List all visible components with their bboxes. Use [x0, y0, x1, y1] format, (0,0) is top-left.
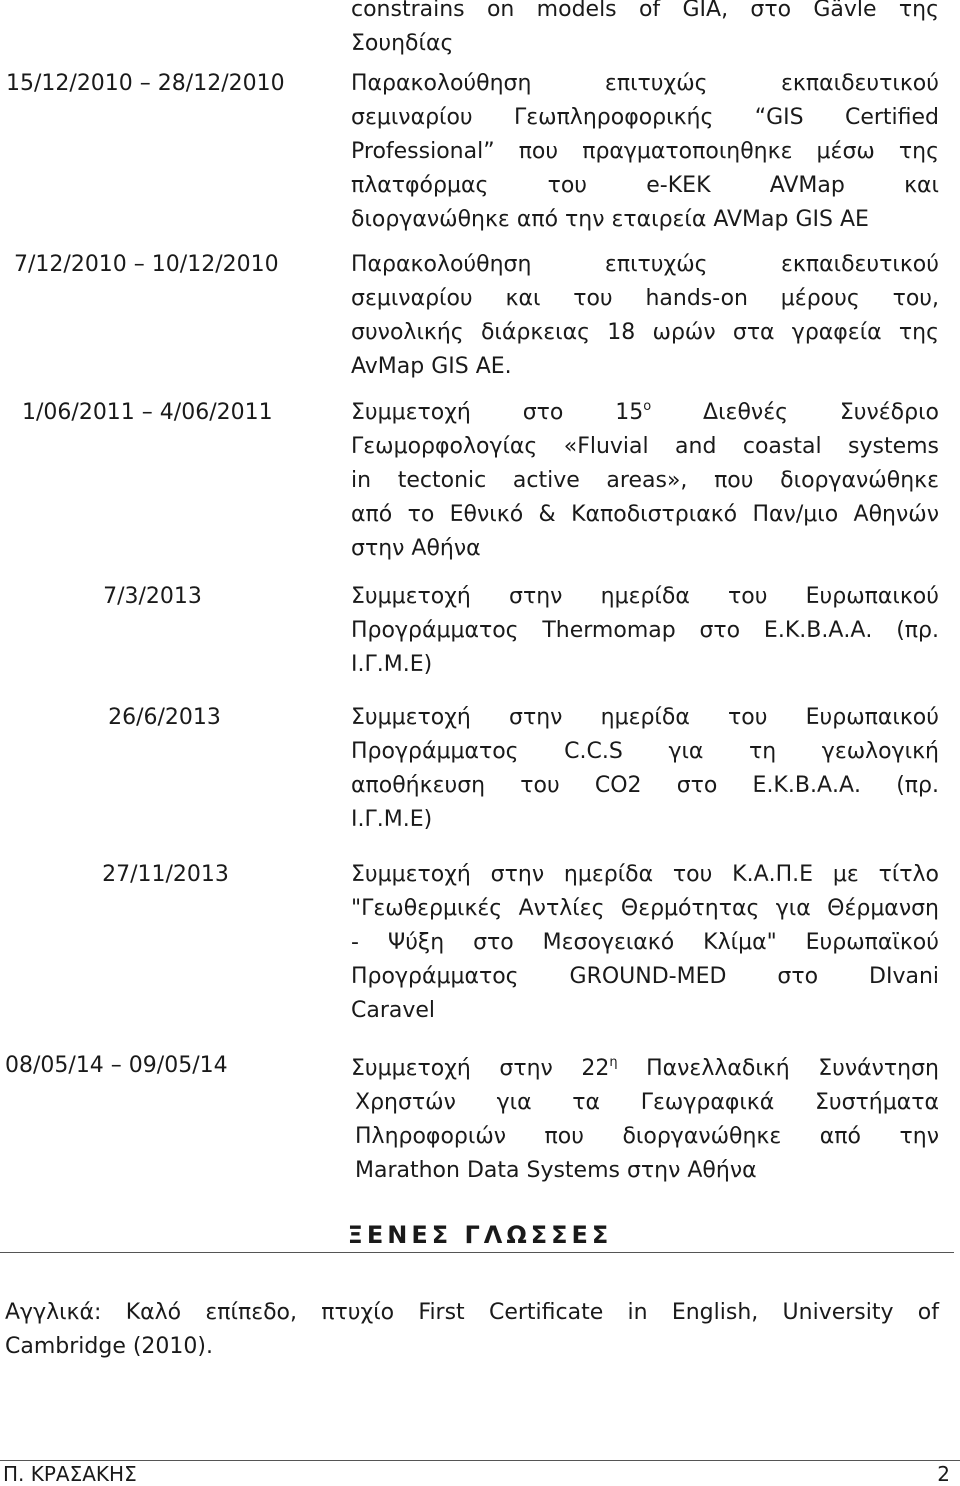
desc-line: από το Εθνικό & Καποδιστριακό Παν/μιο Αθηνών [351, 502, 939, 527]
entry-description [351, 0, 939, 61]
section-divider [0, 1252, 954, 1253]
section-title-foreign-languages: ΞΕΝΕΣ ΓΛΩΣΣΕΣ [347, 1221, 613, 1249]
desc-line: πλατφόρμας του e-KEK AVMap και [351, 173, 939, 198]
desc-line: Marathon Data Systems στην Αθήνα [355, 1158, 757, 1183]
entry-description [351, 858, 939, 1028]
desc-line: Παρακολούθηση επιτυχώς εκπαιδευτικού [351, 252, 939, 277]
desc-line: Πληροφοριών που διοργανώθηκε από την [355, 1124, 939, 1149]
desc-line: Σουηδίας [351, 31, 454, 56]
lang-line: Cambridge (2010). [5, 1334, 214, 1359]
desc-line: συνολικής διάρκειας 18 ωρών στα γραφεία της [351, 320, 939, 345]
entry-date: 26/6/2013 [108, 705, 221, 730]
entry-date: 27/11/2013 [102, 862, 229, 887]
desc-line: σεμιναρίου Γεωπληροφορικής “GIS Certified [351, 105, 939, 130]
desc-line: Professional” που πραγματοποιηθηκε μέσω της [351, 139, 939, 164]
desc-line: Caravel [351, 998, 436, 1023]
desc-line: Γεωμορφολογίας «Fluvial and coastal systems [351, 434, 939, 459]
desc-line: constrains on models of GIA, στο Gävle της [351, 0, 939, 22]
entry-description [351, 248, 939, 384]
footer-author: Π. ΚΡΑΣΑΚΗΣ [3, 1462, 137, 1486]
desc-line: διοργανώθηκε από την εταιρεία AVMap GIS AE [351, 207, 869, 232]
entry-description [351, 701, 939, 837]
entry-date: 08/05/14 – 09/05/14 [5, 1053, 228, 1078]
entry-date: 7/12/2010 – 10/12/2010 [14, 252, 279, 277]
desc-line: Χρηστών για τα Γεωγραφικά Συστήματα [355, 1090, 939, 1115]
footer-page-number: 2 [937, 1462, 950, 1486]
entry-date: 1/06/2011 – 4/06/2011 [22, 400, 273, 425]
desc-line: σεμιναρίου και του hands-on μέρους του, [351, 286, 939, 311]
entry-description [351, 1052, 939, 1188]
desc-line: Προγράμματος C.C.S για τη γεωλογική [351, 739, 939, 764]
desc-line: "Γεωθερμικές Αντλίες Θερμότητας για Θέρμανση [351, 896, 939, 921]
footer-divider [0, 1460, 960, 1461]
desc-line: αποθήκευση του CO2 στο Ε.Κ.Β.Α.Α. (πρ. [351, 773, 939, 798]
desc-line: στην Αθήνα [351, 536, 481, 561]
desc-line: Ι.Γ.Μ.Ε) [351, 652, 433, 677]
desc-line: Συμμετοχή στο $15^o$ Διεθνές Συνέδριο [351, 399, 939, 425]
desc-line: Παρακολούθηση επιτυχώς εκπαιδευτικού [351, 71, 939, 96]
desc-line: Προγράμματος Thermomap στο Ε.Κ.Β.Α.Α. (πρ. [351, 618, 939, 643]
entry-description [351, 580, 939, 682]
desc-line: Συμμετοχή στην ημερίδα του Κ.Α.Π.Ε με τίτλο [351, 862, 939, 887]
desc-line: Συμμετοχή στην ημερίδα του Ευρωπαικού [351, 584, 939, 609]
entry-description [351, 396, 939, 566]
desc-line: Συμμετοχή στην $22^\eta$ Πανελλαδική Συνάντηση [351, 1055, 939, 1081]
entry-description [351, 67, 939, 237]
desc-line: Συμμετοχή στην ημερίδα του Ευρωπαικού [351, 705, 939, 730]
entry-date: 15/12/2010 – 28/12/2010 [6, 71, 285, 96]
desc-line: in tectonic active areas», που διοργανώθηκε [351, 468, 939, 493]
desc-line: Προγράμματος GROUND-MED στο DIvani [351, 964, 939, 989]
lang-line: Αγγλικά: Καλό επίπεδο, πτυχίο First Certificate in English, University of [5, 1300, 939, 1325]
languages-paragraph [5, 1296, 939, 1364]
desc-line: AvMap GIS AE. [351, 354, 512, 379]
desc-line: - Ψύξη στο Μεσογειακό Κλίμα" Ευρωπαϊκού [351, 930, 939, 955]
desc-line: Ι.Γ.Μ.Ε) [351, 807, 433, 832]
entry-date: 7/3/2013 [103, 584, 202, 609]
